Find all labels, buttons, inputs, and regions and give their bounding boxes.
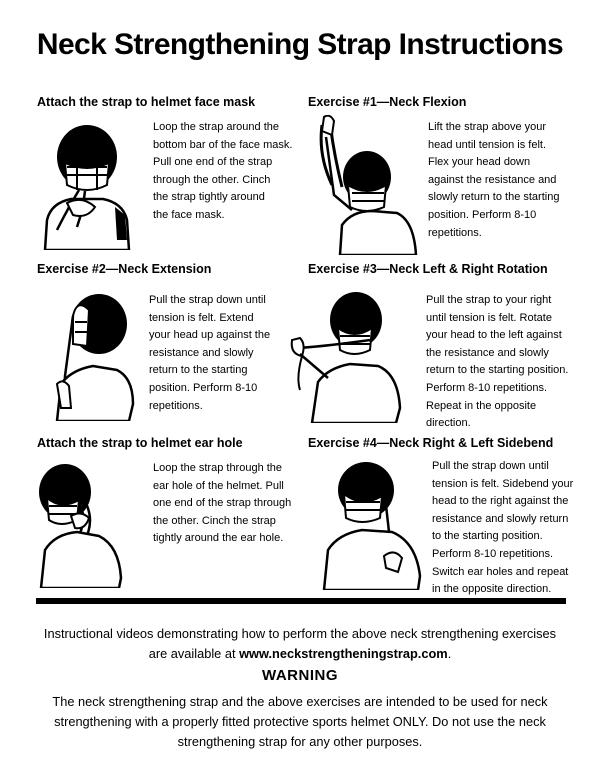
warning-text: The neck strengthening strap and the above exercises are intended to be used for neck strengthening with a properly fitted protective sports helmet ONLY. Do not use the neck strengthening strap for any other purposes. [52, 694, 548, 749]
athlete-ear-hole-illustration [37, 458, 137, 588]
page-title: Neck Strengthening Strap Instructions [36, 28, 564, 61]
section-body: Loop the strap through the ear hole of the helmet. Pull one end of the strap through the other. Cinch the strap tightly around the ear hole. [153, 462, 292, 545]
section-divider [36, 598, 566, 604]
section-heading: Exercise #4—Neck Right & Left Sidebend [308, 436, 554, 450]
athlete-face-mask-illustration [37, 115, 137, 250]
athlete-neck-flexion-illustration [312, 115, 422, 255]
section-body: Lift the strap above your head until tension is felt. Flex your head down against the resistance and slowly return to the starting position. Perform 8-10 repetitions. [428, 121, 560, 239]
section-body: Pull the strap down until tension is felt. Extend your head up against the resistance and slowly return to the starting position. Perform 8-10 repetitions. [149, 294, 271, 412]
section-exercise-3 [308, 262, 578, 432]
section-exercise-1 [308, 95, 578, 255]
athlete-neck-extension-illustration [37, 286, 137, 421]
website-link[interactable]: www.neckstrengtheningstrap.com [239, 646, 448, 661]
section-exercise-4 [308, 436, 578, 596]
section-heading: Exercise #3—Neck Left & Right Rotation [308, 262, 548, 276]
section-heading: Exercise #2—Neck Extension [37, 262, 212, 276]
section-exercise-2 [37, 262, 297, 432]
section-attach-ear-hole [37, 436, 297, 596]
videos-note: Instructional videos demonstrating how to perform the above neck strengthening exercises are available at www.neckstrengtheningstrap.com. [43, 626, 557, 661]
athlete-neck-sidebend-illustration [322, 458, 427, 590]
section-heading: Attach the strap to helmet face mask [37, 95, 256, 109]
section-body: Pull the strap down until tension is felt. Sidebend your head to the right against the resistance and slowly return to the starting position. Perform 8-10 repetitions. Switch ear holes and repeat in the opposite direction. [432, 460, 574, 596]
athlete-neck-rotation-illustration [288, 288, 413, 423]
section-body: Pull the strap to your right until tension is felt. Rotate your head to the left against the resistance and slowly return to the starting position. Perform 8-10 repetitions. Repeat in the opposite direction. [426, 294, 569, 430]
section-attach-face-mask [37, 95, 297, 255]
section-body: Loop the strap around the bottom bar of the face mask. Pull one end of the strap through the other. Cinch the strap tightly around the face mask. [153, 121, 293, 221]
warning-title: WARNING [262, 667, 338, 684]
section-heading: Exercise #1—Neck Flexion [308, 95, 467, 109]
section-heading: Attach the strap to helmet ear hole [37, 436, 243, 450]
